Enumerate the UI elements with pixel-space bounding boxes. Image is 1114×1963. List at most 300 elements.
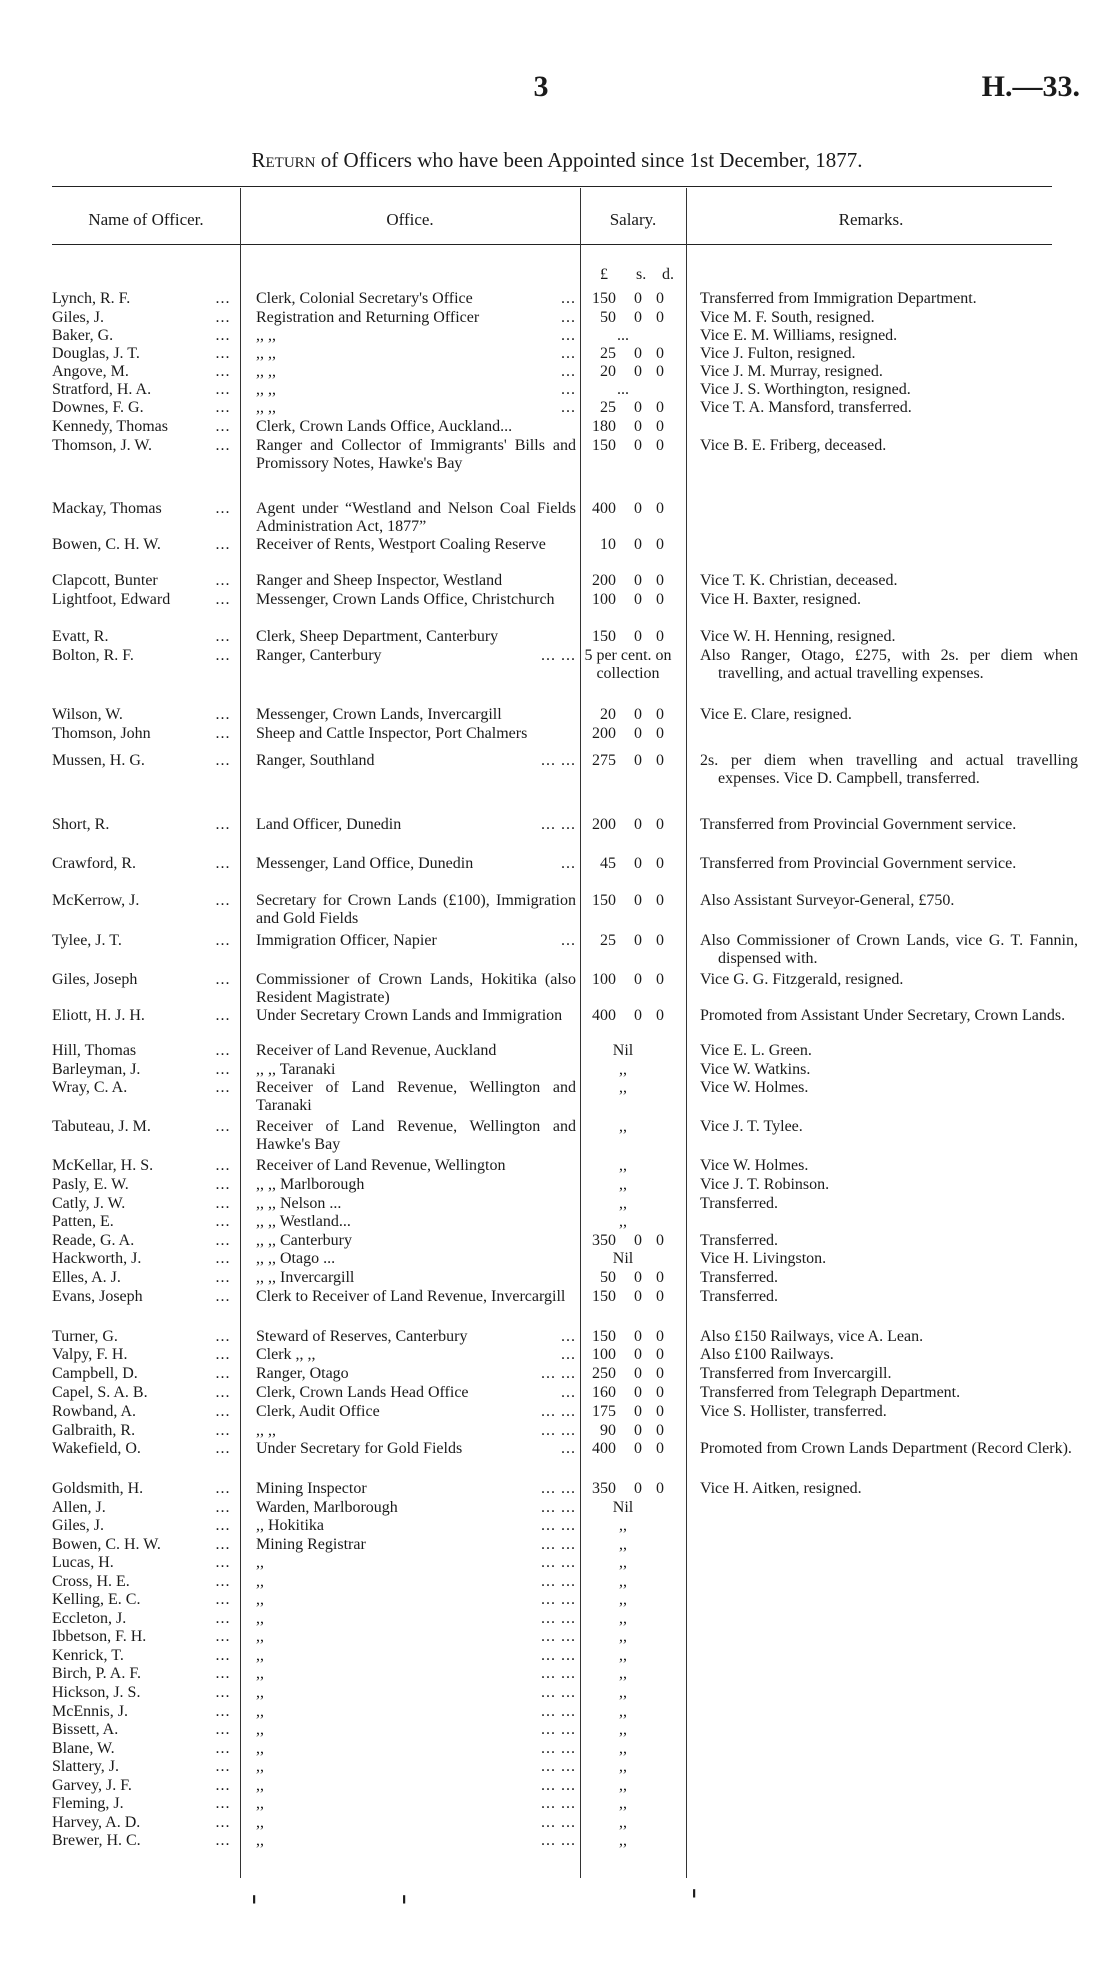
office-cell <box>256 1665 576 1683</box>
salary-pounds: 150 <box>592 892 616 909</box>
salary-pounds: 150 <box>592 1288 616 1305</box>
office-cell <box>256 1536 576 1554</box>
salary-note: ,, <box>619 1814 627 1831</box>
salary-shillings: 0 <box>634 1269 642 1286</box>
office-title: Receiver of Land Revenue, Wellington and Taranaki <box>256 1079 576 1114</box>
salary-shillings: 0 <box>634 437 642 454</box>
salary-pounds: 50 <box>600 1269 616 1286</box>
remarks: Vice W. Holmes. <box>700 1079 809 1096</box>
office-title: ,, <box>256 1628 264 1645</box>
office-cell <box>256 1042 576 1060</box>
office-title: Commissioner of Crown Lands, Hokitika (also Resident Magistrate) <box>256 971 576 1006</box>
office-title: ,, <box>256 1684 264 1701</box>
officer-name: Catly, J. W. <box>52 1195 126 1212</box>
office-leader-dots: ... <box>561 1440 576 1457</box>
salary-shillings: 0 <box>634 290 642 307</box>
salary-shillings: 0 <box>634 1328 642 1345</box>
office-cell <box>256 1480 576 1498</box>
office-cell <box>256 1628 576 1646</box>
remarks: Vice W. Watkins. <box>700 1061 811 1078</box>
officer-name: Giles, J. <box>52 309 104 326</box>
salary-note: ,, <box>619 1176 627 1193</box>
leader-dots: ... <box>215 500 231 517</box>
office-title: Immigration Officer, Napier <box>256 932 437 949</box>
office-leader-dots: ... ... <box>541 1610 576 1627</box>
officer-name: Clapcott, Bunter <box>52 572 158 589</box>
leader-dots: ... <box>215 1684 231 1701</box>
page-reference: H.—33. <box>981 70 1080 103</box>
salary-shillings: 0 <box>634 971 642 988</box>
officer-name: Kennedy, Thomas <box>52 418 168 435</box>
office-title: ,, <box>256 1832 264 1849</box>
salary-pounds: 45 <box>600 855 616 872</box>
salary-note: ,, <box>619 1647 627 1664</box>
office-title: Clerk ,, ,, <box>256 1346 316 1363</box>
leader-dots: ... <box>215 1517 231 1534</box>
office-cell <box>256 1573 576 1591</box>
leader-dots: ... <box>215 1288 231 1305</box>
salary-note: ,, <box>619 1832 627 1849</box>
salary-pence: 0 <box>656 1403 664 1420</box>
remarks: Vice T. A. Mansford, transferred. <box>700 399 912 416</box>
leader-dots: ... <box>215 1499 231 1516</box>
office-cell <box>256 345 576 363</box>
office-leader-dots: ... ... <box>541 1758 576 1775</box>
office-leader-dots: ... <box>561 309 576 326</box>
office-title: Warden, Marlborough <box>256 1499 398 1516</box>
remarks: Vice J. T. Robinson. <box>700 1176 830 1193</box>
officer-name: Cross, H. E. <box>52 1573 130 1590</box>
salary-pence: 0 <box>656 290 664 307</box>
salary-pounds: 20 <box>600 706 616 723</box>
print-mark: ╻ <box>690 1883 699 1898</box>
officer-name: Bowen, C. H. W. <box>52 1536 161 1553</box>
salary-shillings: 0 <box>634 752 642 769</box>
leader-dots: ... <box>215 290 231 307</box>
office-title: Ranger and Sheep Inspector, Westland <box>256 572 503 589</box>
office-title: ,, <box>256 1665 264 1682</box>
leader-dots: ... <box>215 1647 231 1664</box>
salary-shillings: 0 <box>634 892 642 909</box>
office-leader-dots: ... ... <box>541 1721 576 1738</box>
office-title: ,, ,, Otago ... <box>256 1250 336 1267</box>
officer-name: Baker, G. <box>52 327 114 344</box>
office-title: Clerk, Audit Office <box>256 1403 380 1420</box>
office-leader-dots: ... <box>561 363 576 380</box>
office-title: ,, <box>256 1610 264 1627</box>
office-title: ,, <box>256 1814 264 1831</box>
officer-name: Turner, G. <box>52 1328 118 1345</box>
remarks: Vice B. E. Friberg, deceased. <box>700 437 887 454</box>
leader-dots: ... <box>215 1007 231 1024</box>
office-title: ,, <box>256 1591 264 1608</box>
remarks: Vice T. K. Christian, deceased. <box>700 572 898 589</box>
salary-note: ,, <box>619 1777 627 1794</box>
officer-name: Hickson, J. S. <box>52 1684 141 1701</box>
office-leader-dots: ... <box>561 381 576 398</box>
office-title: Agent under “Westland and Nelson Coal Fields Administration Act, 1877” <box>256 500 576 535</box>
officer-name: Capel, S. A. B. <box>52 1384 148 1401</box>
salary-pence: 0 <box>656 1480 664 1497</box>
office-title: ,, <box>256 1777 264 1794</box>
office-leader-dots: ... ... <box>541 1777 576 1794</box>
salary-note: ,, <box>619 1554 627 1571</box>
leader-dots: ... <box>215 327 231 344</box>
office-title: Clerk to Receiver of Land Revenue, Invercargill <box>256 1288 566 1305</box>
salary-shillings: 0 <box>634 1365 642 1382</box>
office-title: Under Secretary for Gold Fields <box>256 1440 463 1457</box>
officer-name: Mackay, Thomas <box>52 500 162 517</box>
leader-dots: ... <box>215 591 231 608</box>
office-cell <box>256 1007 576 1025</box>
office-cell <box>256 1269 576 1287</box>
officer-name: Crawford, R. <box>52 855 136 872</box>
officer-name: Allen, J. <box>52 1499 106 1516</box>
remarks: Vice E. Clare, resigned. <box>700 706 852 723</box>
remarks: Vice W. Holmes. <box>700 1157 809 1174</box>
officer-name: Mussen, H. G. <box>52 752 145 769</box>
salary-pounds: 100 <box>592 591 616 608</box>
remarks: Also Commissioner of Crown Lands, vice G. T. Fannin, dispensed with. <box>700 932 1078 967</box>
office-cell <box>256 1440 576 1458</box>
office-leader-dots: ... ... <box>541 1422 576 1439</box>
salary-note: ... <box>617 381 629 398</box>
officer-name: Giles, J. <box>52 1517 104 1534</box>
page-number: 3 <box>533 70 549 103</box>
officer-name: Rowband, A. <box>52 1403 136 1420</box>
office-cell <box>256 1250 576 1268</box>
leader-dots: ... <box>215 1703 231 1720</box>
office-cell <box>256 892 576 927</box>
office-title: Under Secretary Crown Lands and Immigration <box>256 1007 563 1024</box>
office-cell <box>256 1061 576 1079</box>
salary-note: ,, <box>619 1721 627 1738</box>
remarks: Vice J. Fulton, resigned. <box>700 345 856 362</box>
remarks: Vice J. T. Tylee. <box>700 1118 803 1135</box>
salary-note: ,, <box>619 1684 627 1701</box>
salary-pounds: 400 <box>592 1007 616 1024</box>
salary-pence: 0 <box>656 309 664 326</box>
leader-dots: ... <box>215 1777 231 1794</box>
office-cell <box>256 399 576 417</box>
remarks: Transferred. <box>700 1232 779 1249</box>
officer-name: Downes, F. G. <box>52 399 144 416</box>
salary-pounds: 400 <box>592 500 616 517</box>
office-title: ,, ,, Westland... <box>256 1213 351 1230</box>
office-leader-dots: ... ... <box>541 1814 576 1831</box>
office-leader-dots: ... ... <box>541 1499 576 1516</box>
column-header-remarks: Remarks. <box>838 210 904 229</box>
office-leader-dots: ... ... <box>541 816 576 833</box>
salary-pence: 0 <box>656 1269 664 1286</box>
title-caps: Return <box>251 148 316 172</box>
salary-pounds: 150 <box>592 290 616 307</box>
remarks: Transferred from Provincial Government service. <box>700 855 1017 872</box>
print-mark: ╻ <box>400 1889 409 1904</box>
officer-name: Slattery, J. <box>52 1758 119 1775</box>
office-cell <box>256 1499 576 1517</box>
salary-shillings: 0 <box>634 363 642 380</box>
leader-dots: ... <box>215 1384 231 1401</box>
officer-name: Stratford, H. A. <box>52 381 152 398</box>
leader-dots: ... <box>215 1591 231 1608</box>
officer-name: Goldsmith, H. <box>52 1480 144 1497</box>
office-cell <box>256 1684 576 1702</box>
office-title: Clerk, Crown Lands Head Office <box>256 1384 469 1401</box>
office-leader-dots: ... ... <box>541 1591 576 1608</box>
office-leader-dots: ... ... <box>541 1832 576 1849</box>
leader-dots: ... <box>215 752 231 769</box>
officer-name: Wakefield, O. <box>52 1440 141 1457</box>
salary-pence: 0 <box>656 572 664 589</box>
title-rest: of Officers who have been Appointed since 1st December, 1877. <box>315 148 863 172</box>
office-title: ,, <box>256 1721 264 1738</box>
salary-note: Nil <box>612 1250 634 1267</box>
remarks: Vice M. F. South, resigned. <box>700 309 875 326</box>
office-title: Ranger, Canterbury <box>256 647 382 664</box>
salary-shillings: 0 <box>634 1288 642 1305</box>
officer-name: Garvey, J. F. <box>52 1777 132 1794</box>
salary-pounds: 25 <box>600 399 616 416</box>
office-title: Ranger, Otago <box>256 1365 349 1382</box>
officer-name: Wray, C. A. <box>52 1079 128 1096</box>
leader-dots: ... <box>215 1721 231 1738</box>
office-cell <box>256 628 576 646</box>
office-title: ,, <box>256 1758 264 1775</box>
office-cell <box>256 1814 576 1832</box>
officer-name: McKellar, H. S. <box>52 1157 154 1174</box>
officer-name: Brewer, H. C. <box>52 1832 141 1849</box>
office-cell <box>256 725 576 743</box>
office-title: ,, <box>256 1795 264 1812</box>
salary-pence: 0 <box>656 725 664 742</box>
officer-name: Kelling, E. C. <box>52 1591 141 1608</box>
salary-note: ,, <box>619 1740 627 1757</box>
office-title: ,, ,, <box>256 399 276 416</box>
salary-pence: 0 <box>656 855 664 872</box>
leader-dots: ... <box>215 1328 231 1345</box>
unit-pounds: £ <box>600 266 608 283</box>
remarks: Also £100 Railways. <box>700 1346 834 1363</box>
remarks: Promoted from Assistant Under Secretary, Crown Lands. <box>700 1007 1066 1024</box>
leader-dots: ... <box>215 399 231 416</box>
leader-dots: ... <box>215 932 231 949</box>
office-leader-dots: ... ... <box>541 1703 576 1720</box>
unit-shillings: s. <box>636 266 647 283</box>
office-leader-dots: ... ... <box>541 647 576 664</box>
office-cell <box>256 1157 576 1175</box>
office-cell <box>256 381 576 399</box>
salary-note: ,, <box>619 1795 627 1812</box>
office-cell <box>256 1703 576 1721</box>
office-cell <box>256 591 576 609</box>
salary-pounds: 400 <box>592 1440 616 1457</box>
salary-pence: 0 <box>656 1422 664 1439</box>
salary-pence: 0 <box>656 892 664 909</box>
salary-shillings: 0 <box>634 725 642 742</box>
office-cell <box>256 1079 576 1114</box>
leader-dots: ... <box>215 706 231 723</box>
salary-pence: 0 <box>656 1232 664 1249</box>
remarks: Also Assistant Surveyor-General, £750. <box>700 892 955 909</box>
office-cell <box>256 418 576 436</box>
office-title: Mining Registrar <box>256 1536 366 1553</box>
office-cell <box>256 1118 576 1153</box>
officer-name: Bissett, A. <box>52 1721 119 1738</box>
column-divider-salary-remarks <box>686 188 687 1878</box>
salary-shillings: 0 <box>634 1403 642 1420</box>
officer-name: McEnnis, J. <box>52 1703 128 1720</box>
office-cell <box>256 706 576 724</box>
office-leader-dots: ... ... <box>541 1554 576 1571</box>
office-title: ,, ,, <box>256 363 276 380</box>
salary-shillings: 0 <box>634 309 642 326</box>
officer-name: Galbraith, R. <box>52 1422 136 1439</box>
office-cell <box>256 437 576 472</box>
salary-note: ,, <box>619 1195 627 1212</box>
leader-dots: ... <box>215 1610 231 1627</box>
salary-note: ,, <box>619 1517 627 1534</box>
office-cell <box>256 1647 576 1665</box>
remarks: Transferred. <box>700 1195 779 1212</box>
leader-dots: ... <box>215 1250 231 1267</box>
leader-dots: ... <box>215 309 231 326</box>
office-cell <box>256 1213 576 1231</box>
leader-dots: ... <box>215 1832 231 1849</box>
office-title: ,, <box>256 1573 264 1590</box>
office-leader-dots: ... ... <box>541 1795 576 1812</box>
salary-note: ,, <box>619 1610 627 1627</box>
office-title: Clerk, Colonial Secretary's Office <box>256 290 473 307</box>
officer-name: Tylee, J. T. <box>52 932 122 949</box>
salary-pence: 0 <box>656 1440 664 1457</box>
officer-name: Blane, W. <box>52 1740 115 1757</box>
office-cell <box>256 327 576 345</box>
office-title: ,, ,, Nelson ... <box>256 1195 342 1212</box>
office-title: Receiver of Rents, Westport Coaling Reserve <box>256 536 546 553</box>
office-leader-dots: ... ... <box>541 1403 576 1420</box>
leader-dots: ... <box>215 345 231 362</box>
office-title: ,, Hokitika <box>256 1517 324 1534</box>
salary-note: ,, <box>619 1061 627 1078</box>
office-title: Land Officer, Dunedin <box>256 816 402 833</box>
leader-dots: ... <box>215 363 231 380</box>
office-cell <box>256 1591 576 1609</box>
leader-dots: ... <box>215 1628 231 1645</box>
office-title: Messenger, Crown Lands Office, Christchurch <box>256 591 555 608</box>
office-cell <box>256 1288 576 1306</box>
salary-pounds: 200 <box>592 725 616 742</box>
office-title: ,, ,, Marlborough <box>256 1176 365 1193</box>
office-title: ,, ,, <box>256 381 276 398</box>
office-title: Messenger, Crown Lands, Invercargill <box>256 706 502 723</box>
salary-shillings: 0 <box>634 1007 642 1024</box>
leader-dots: ... <box>215 1365 231 1382</box>
salary-pounds: 100 <box>592 1346 616 1363</box>
leader-dots: ... <box>215 572 231 589</box>
salary-note: ,, <box>619 1213 627 1230</box>
office-cell <box>256 1758 576 1776</box>
salary-shillings: 0 <box>634 855 642 872</box>
salary-shillings: 0 <box>634 628 642 645</box>
leader-dots: ... <box>215 1758 231 1775</box>
office-cell <box>256 647 576 665</box>
salary-pence: 0 <box>656 971 664 988</box>
office-title: ,, ,, Canterbury <box>256 1232 352 1249</box>
office-title: Mining Inspector <box>256 1480 367 1497</box>
salary-note: ,, <box>619 1157 627 1174</box>
leader-dots: ... <box>215 1213 231 1230</box>
salary-pence: 0 <box>656 536 664 553</box>
leader-dots: ... <box>215 1042 231 1059</box>
officer-name: Pasly, E. W. <box>52 1176 129 1193</box>
officer-name: Campbell, D. <box>52 1365 138 1382</box>
leader-dots: ... <box>215 816 231 833</box>
office-leader-dots: ... ... <box>541 1740 576 1757</box>
leader-dots: ... <box>215 1157 231 1174</box>
office-title: ,, <box>256 1647 264 1664</box>
office-leader-dots: ... <box>561 345 576 362</box>
office-cell <box>256 816 576 834</box>
column-header-salary: Salary. <box>609 210 657 229</box>
office-leader-dots: ... <box>561 290 576 307</box>
office-cell <box>256 1365 576 1383</box>
remarks: Vice J. M. Murray, resigned. <box>700 363 883 380</box>
officer-name: Evatt, R. <box>52 628 109 645</box>
salary-pence: 0 <box>656 1365 664 1382</box>
office-cell <box>256 1403 576 1421</box>
leader-dots: ... <box>215 1740 231 1757</box>
salary-note: ,, <box>619 1628 627 1645</box>
leader-dots: ... <box>215 1079 231 1096</box>
office-cell <box>256 1422 576 1440</box>
office-title: ,, ,, Taranaki <box>256 1061 336 1078</box>
leader-dots: ... <box>215 1554 231 1571</box>
salary-note: ,, <box>619 1118 627 1135</box>
office-cell <box>256 1195 576 1213</box>
officer-name: Lightfoot, Edward <box>52 591 171 608</box>
office-cell <box>256 1777 576 1795</box>
salary-pounds: 100 <box>592 971 616 988</box>
office-leader-dots: ... <box>561 1384 576 1401</box>
office-cell <box>256 855 576 873</box>
salary-pounds: 150 <box>592 1328 616 1345</box>
leader-dots: ... <box>215 1269 231 1286</box>
salary-pence: 0 <box>656 1288 664 1305</box>
remarks: Transferred from Invercargill. <box>700 1365 892 1382</box>
remarks: Vice W. H. Henning, resigned. <box>700 628 896 645</box>
office-leader-dots: ... <box>561 399 576 416</box>
table-header-rule <box>52 244 1052 245</box>
salary-note: ,, <box>619 1665 627 1682</box>
office-leader-dots: ... ... <box>541 1628 576 1645</box>
leader-dots: ... <box>215 1232 231 1249</box>
office-title: Messenger, Land Office, Dunedin <box>256 855 474 872</box>
remarks: Vice H. Baxter, resigned. <box>700 591 862 608</box>
salary-pounds: 180 <box>592 418 616 435</box>
office-leader-dots: ... ... <box>541 1365 576 1382</box>
office-cell <box>256 1384 576 1402</box>
salary-pounds: 25 <box>600 932 616 949</box>
office-title: ,, <box>256 1740 264 1757</box>
office-title: Receiver of Land Revenue, Auckland <box>256 1042 497 1059</box>
salary-shillings: 0 <box>634 500 642 517</box>
office-title: ,, ,, <box>256 327 276 344</box>
unit-pence: d. <box>662 266 674 283</box>
salary-shillings: 0 <box>634 572 642 589</box>
column-divider-office-salary <box>580 188 581 1878</box>
officer-name: Reade, G. A. <box>52 1232 135 1249</box>
